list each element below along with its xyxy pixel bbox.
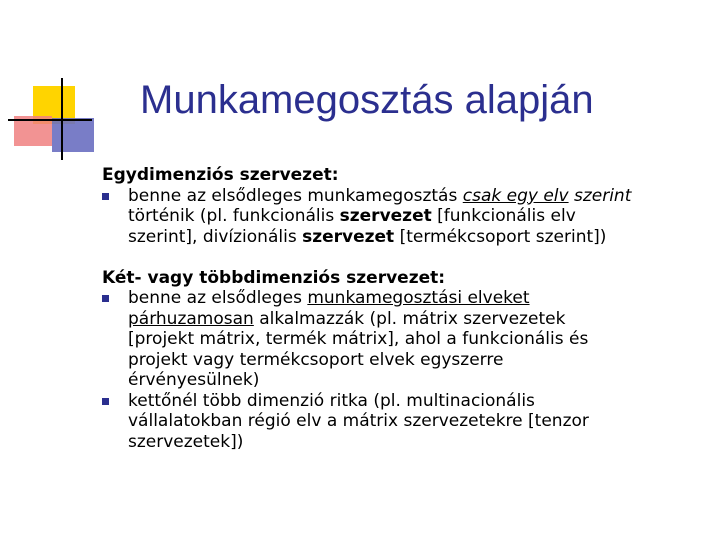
bullet-line [128,186,702,207]
logo-blue-square [52,118,94,152]
text-span: történik (pl. funkcionális [128,206,340,226]
text-span: szervezet [339,206,432,226]
square-bullet-icon [102,193,109,200]
section-heading-one-dimensional: Egydimenziós szervezet: [102,165,339,185]
bullet-item [102,288,702,391]
text-span: szervezet [302,226,395,247]
bullet-line [128,227,702,248]
bullet-line [128,309,702,330]
square-bullet-icon [102,398,109,405]
bullet-line [128,288,702,309]
bullet-item [102,186,702,248]
bullet-line: vállalatokban régió elv a mátrix szervezetekre [tenzor [128,411,589,431]
text-span: munkamegosztási elveket [307,288,530,308]
section-heading-multi-dimensional: Két- vagy többdimenziós szervezet: [102,267,446,288]
text-span: [termékcsoport szerint]) [394,226,607,247]
text-span: alkalmazzák (pl. mátrix szervezetek [253,308,566,329]
bullet-item [102,391,702,453]
text-span: párhuzamosan [128,308,254,329]
page-title: Munkamegosztás alapján [140,78,594,122]
bullet-line: kettőnél több dimenzió ritka (pl. multinacionális [128,390,535,411]
logo-decoration [0,0,100,170]
text-span: szerint [568,185,632,206]
bullet-line: érvényesülnek) [128,370,260,390]
square-bullet-icon [102,295,109,302]
text-span: csak egy elv [462,185,569,206]
content-body [102,165,702,452]
text-span: [funkcionális elv [431,206,576,226]
text-span: benne az elsődleges munkamegosztás [128,185,463,206]
spacer [102,247,702,268]
bullet-line: szervezetek]) [128,431,244,452]
text-span: szerint], divízionális [128,226,303,247]
bullet-line: projekt vagy termékcsoport elvek egyszerre [128,349,504,370]
text-span: benne az elsődleges [128,288,308,308]
bullet-line: [projekt mátrix, termék mátrix], ahol a funkcionális és [128,329,589,349]
bullet-line [128,206,702,227]
